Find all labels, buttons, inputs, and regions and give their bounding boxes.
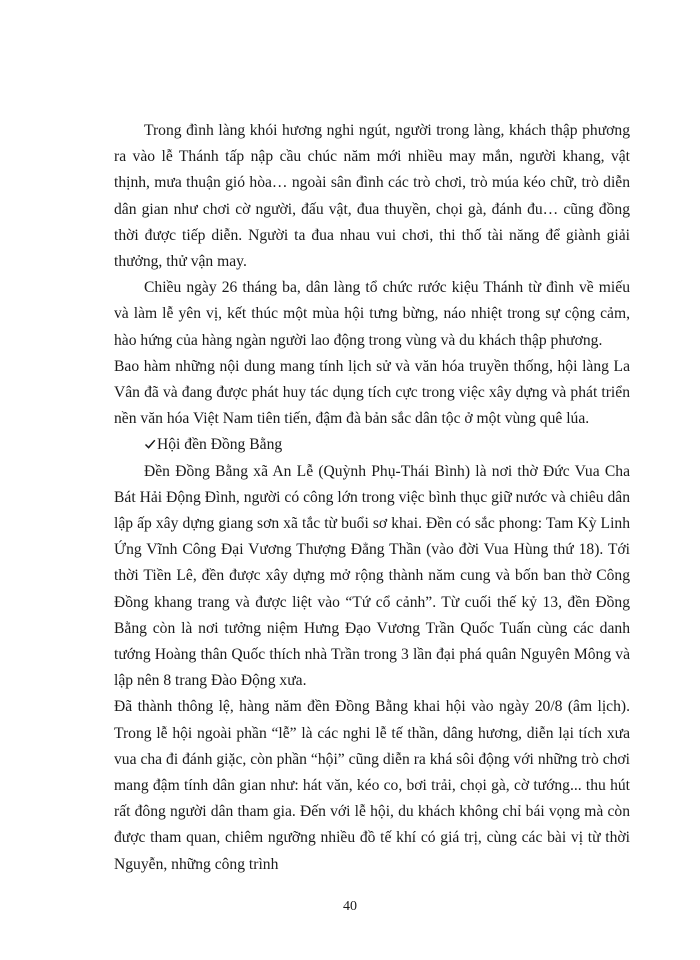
paragraph-temple-festival: Đã thành thông lệ, hàng năm đền Đồng Bằng khai hội vào ngày 20/8 (âm lịch). Trong lễ hội ngoài phần “lễ” là các nghi lễ tế thần, dâng hương, diễn lại tích xưa vua cha đi đánh giặc, còn phần “hội” cũng diễn ra khá sôi động với những trò chơi mang đậm tính dân gian như: hát văn, kéo co, bơi trải, chọi gà, cờ tướng... thu hút rất đông người dân tham gia. Đến với lễ hội, du khách không chỉ bái vọng mà còn được tham quan, chiêm ngưỡng nhiều đồ tế khí có giá trị, cùng các bài vị từ thời Nguyễn, những công trình	[114, 698, 630, 873]
body-text	[114, 118, 630, 878]
paragraph-procession: Chiều ngày 26 tháng ba, dân làng tổ chức rước kiệu Thánh từ đình về miếu và làm lễ yên vị, kết thúc một mùa hội tưng bừng, náo nhiệt trong sự cộng cảm, hào hứng của hàng ngàn người lao động trong vùng và du khách thập phương.	[114, 279, 630, 349]
checkmark-icon	[144, 438, 156, 450]
paragraph-la-van-significance: Bao hàm những nội dung mang tính lịch sử và văn hóa truyền thống, hội làng La Vân đã và đang được phát huy tác dụng tích cực trong việc xây dựng và phát triển nền văn hóa Việt Nam tiên tiến, đậm đà bản sắc dân tộc ở một vùng quê lúa.	[114, 357, 630, 428]
section-heading	[114, 432, 630, 458]
section-heading-text: Hội đền Đồng Bằng	[157, 436, 283, 454]
paragraph-temple-history: Đền Đồng Bằng xã An Lễ (Quỳnh Phụ-Thái Bình) là nơi thờ Đức Vua Cha Bát Hải Động Đình, người có công lớn trong việc bình thục giữ nước và chiêu dân lập ấp xây dựng giang sơn xã tắc từ buổi sơ khai. Đền có sắc phong: Tam Kỳ Linh Ứng Vĩnh Công Đại Vương Thượng Đẳng Thần (vào đời Vua Hùng thứ 18). Tới thời Tiền Lê, đền được xây dựng mở rộng thành năm cung và bốn ban thờ Công Đồng khang trang và được liệt vào “Tứ cổ cảnh”. Từ cuối thế kỷ 13, đền Đồng Bằng còn là nơi tưởng niệm Hưng Đạo Vương Trần Quốc Tuấn cùng các danh tướng Hoàng thân Quốc thích nhà Trần trong 3 lần đại phá quân Nguyên Mông và lập nên 8 trang Đào Động xưa.	[114, 462, 630, 690]
page-number: 40	[343, 899, 357, 914]
paragraph-festival-activities: Trong đình làng khói hương nghi ngút, người trong làng, khách thập phương ra vào lễ Thánh tấp nập cầu chúc năm mới nhiều may mắn, người khang, vật thịnh, mưa thuận gió hòa… ngoài sân đình các trò chơi, trò múa kéo chữ, trò diễn dân gian như chơi cờ người, đấu vật, đua thuyền, chọi gà, đánh đu… cũng đồng thời được tiếp diễn. Người ta đua nhau vui chơi, thi thố tài năng để giành giải thưởng, thử vận may.	[114, 122, 630, 271]
